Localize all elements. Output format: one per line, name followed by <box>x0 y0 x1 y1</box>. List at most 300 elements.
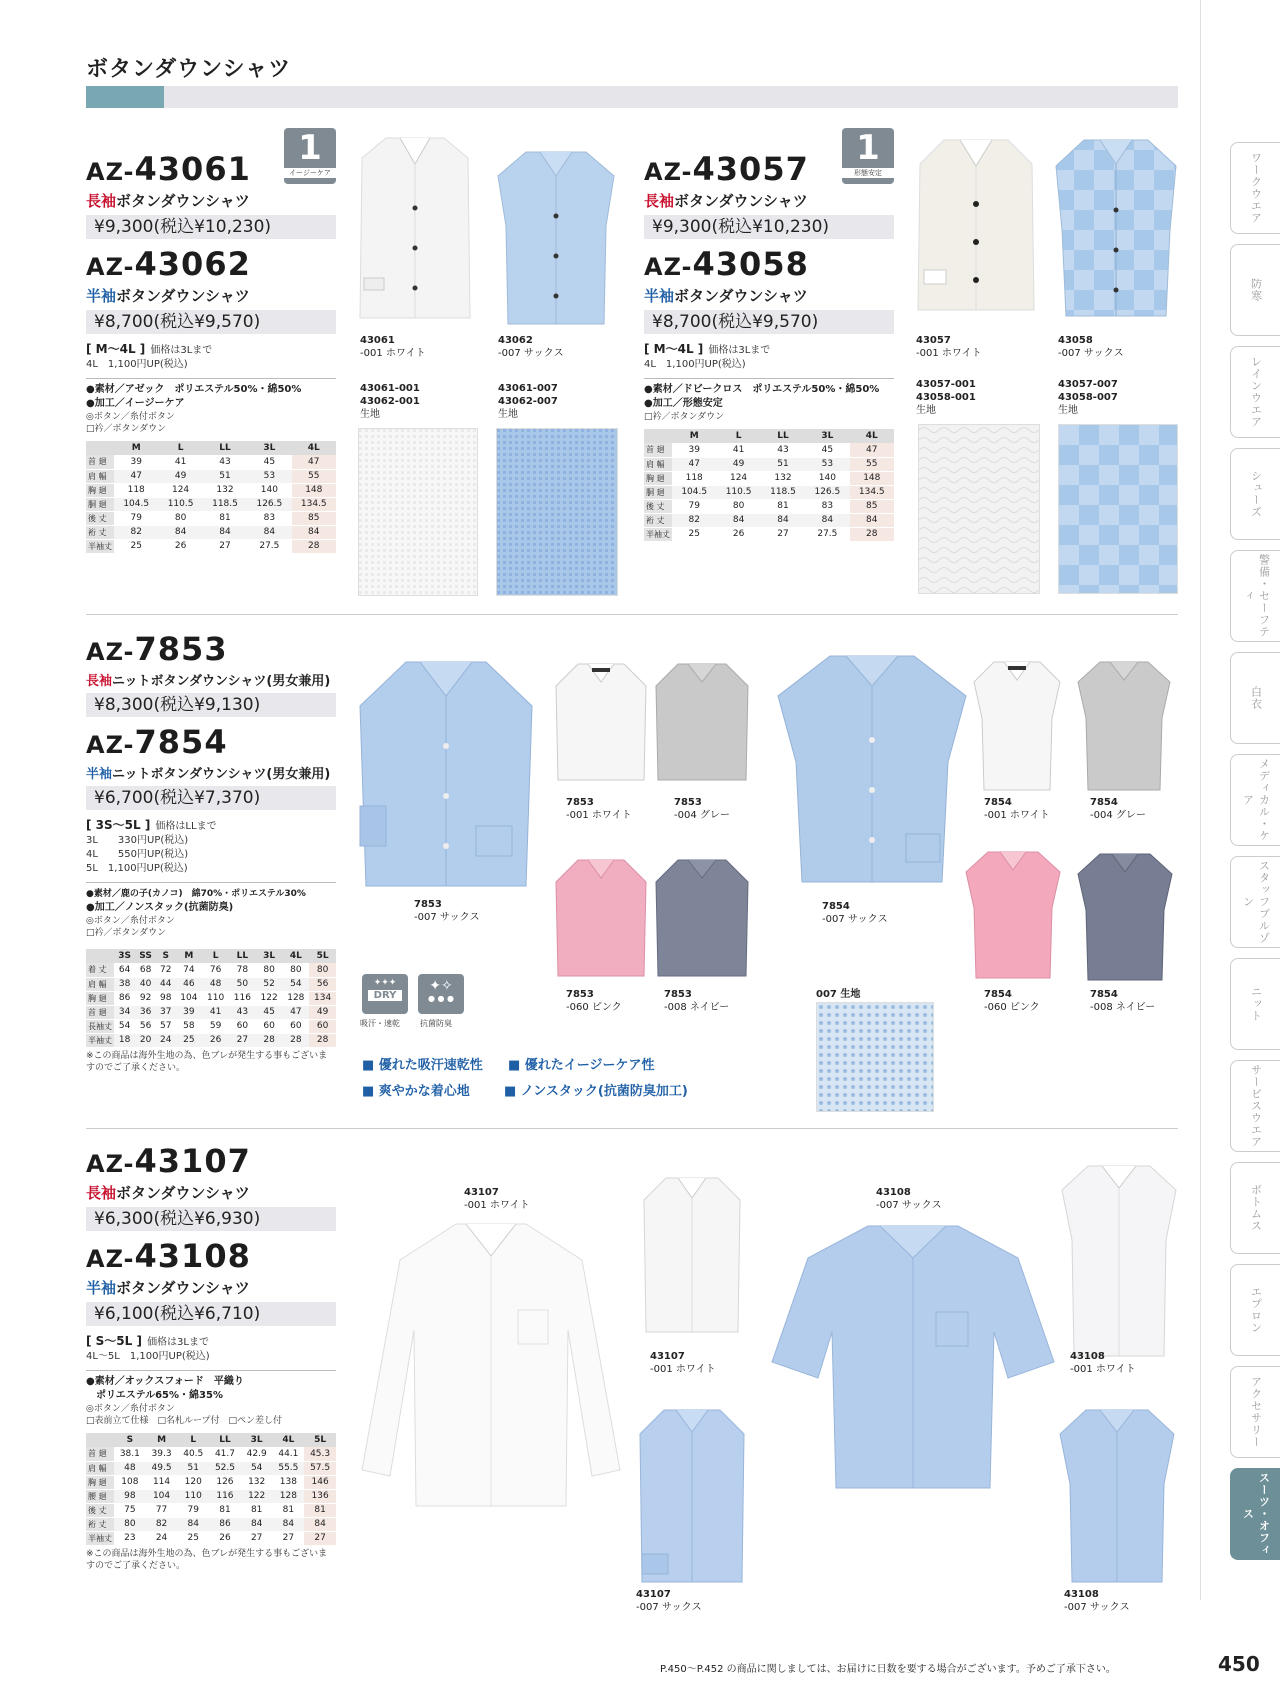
shirt-7854-004 <box>1076 658 1172 794</box>
size-cell: 23 <box>114 1531 146 1545</box>
size-cell: 54 <box>241 1461 273 1475</box>
fabric-swatch-7853-007 <box>816 1002 934 1112</box>
size-cell: 40 <box>135 977 156 991</box>
side-tab-accessory[interactable]: アクセサリー <box>1230 1366 1280 1458</box>
product-block-7853 <box>86 630 336 1074</box>
size-cell: 47 <box>292 455 336 469</box>
size-cell: 26 <box>716 527 760 541</box>
size-cell: 98 <box>114 1489 146 1503</box>
size-col-header: SS <box>135 949 156 963</box>
size-cell: 首 廻 <box>86 1005 114 1019</box>
size-cell: 104.5 <box>114 497 158 511</box>
caption-43107-007: 43107 -007 サックス <box>636 1589 702 1613</box>
caption-7853-060: 7853 -060 ピンク <box>566 989 622 1013</box>
size-col-header <box>86 441 114 455</box>
size-cell: 72 <box>156 963 176 977</box>
size-cell: 108 <box>114 1475 146 1489</box>
shirt-43061-001 <box>356 128 474 328</box>
size-cell: 後 丈 <box>86 511 114 525</box>
shirt-43108-007-model <box>768 1222 1058 1492</box>
size-cell: 120 <box>177 1475 209 1489</box>
size-cell: 裄 丈 <box>644 513 672 527</box>
subtitle-43107: 長袖ボタンダウンシャツ <box>86 1184 250 1202</box>
subtitle-43061: 長袖ボタンダウンシャツ <box>86 192 250 210</box>
dry-icon-label: 吸汗・速乾 <box>360 1019 400 1028</box>
fabric-swatch-43061-001 <box>358 428 478 596</box>
size-table-43061 <box>86 441 336 554</box>
caption-7853-007: 7853 -007 サックス <box>414 899 480 923</box>
size-cell: 132 <box>761 471 805 485</box>
size-col-header: S <box>156 949 176 963</box>
color-note: ※この商品は海外生地の為、色ブレが発生する事もございますのでご了承ください。 <box>86 1548 328 1571</box>
size-cell: 84 <box>241 1517 273 1531</box>
size-cell: 37 <box>156 1005 176 1019</box>
title-bar <box>86 86 1178 108</box>
product-block-43061 <box>86 150 336 554</box>
size-col-header: 3S <box>114 949 135 963</box>
size-cell: 43 <box>203 455 247 469</box>
size-cell: 79 <box>114 511 158 525</box>
size-col-header: M <box>114 441 158 455</box>
care-label: イージーケア <box>284 168 336 178</box>
size-cell: 47 <box>850 443 894 457</box>
size-cell: 41 <box>158 455 202 469</box>
size-cell: 60 <box>282 1019 309 1033</box>
size-cell: 85 <box>850 499 894 513</box>
size-cell: 27 <box>273 1531 305 1545</box>
size-cell: 85 <box>292 511 336 525</box>
shirt-7853-007 <box>356 656 536 896</box>
size-cell: 80 <box>716 499 760 513</box>
spec-material: ●素材／オックスフォード 平織り <box>86 1376 244 1387</box>
spec-material: ●素材／アゼック ポリエステル50%・綿50% <box>86 384 302 395</box>
size-cell: 104 <box>146 1489 178 1503</box>
table-row <box>86 1517 336 1531</box>
size-cell: 81 <box>203 511 247 525</box>
size-cell: 46 <box>176 977 203 991</box>
size-cell: 110.5 <box>716 485 760 499</box>
size-col-header <box>86 1433 114 1447</box>
size-cell: 84 <box>805 513 849 527</box>
table-row <box>86 1461 336 1475</box>
size-cell: 110 <box>202 991 229 1005</box>
size-cell: 80 <box>158 511 202 525</box>
spec-process: ●加工／形態安定 <box>644 398 723 409</box>
table-row <box>86 525 336 539</box>
size-note: 価格は3Lまで <box>708 345 771 356</box>
care-badge-stable <box>842 128 894 184</box>
table-row <box>644 485 894 499</box>
side-tab-rain[interactable]: レインウエア <box>1230 346 1280 438</box>
size-cell: 28 <box>292 539 336 553</box>
size-cell: 27.5 <box>247 539 291 553</box>
price-43057: ¥9,300(税込¥10,230) <box>644 215 894 239</box>
section-divider <box>86 1128 1178 1129</box>
size-cell: 肩 幅 <box>644 457 672 471</box>
size-cell: 45.3 <box>304 1447 336 1461</box>
size-cell: 26 <box>209 1531 241 1545</box>
spec-process: ●加工／イージーケア <box>86 398 185 409</box>
shirt-7854-007 <box>774 650 970 886</box>
side-tab-bottoms[interactable]: ボトムス <box>1230 1162 1280 1254</box>
size-cell: 28 <box>282 1033 309 1047</box>
size-cell: 116 <box>209 1489 241 1503</box>
size-cell: 80 <box>309 963 336 977</box>
size-cell: 半袖丈 <box>86 539 114 553</box>
size-cell: 半袖丈 <box>86 1531 114 1545</box>
size-cell: 27 <box>203 539 247 553</box>
shirt-7853-004 <box>654 660 750 784</box>
table-row <box>86 1005 336 1019</box>
table-row <box>86 511 336 525</box>
size-cell: 着 丈 <box>86 963 114 977</box>
table-row <box>86 1033 336 1047</box>
size-cell: 47 <box>114 469 158 483</box>
size-col-header: M <box>672 429 716 443</box>
size-col-header: 4L <box>282 949 309 963</box>
size-cell: 110 <box>177 1489 209 1503</box>
size-cell: 84 <box>304 1517 336 1531</box>
size-cell: 18 <box>114 1033 135 1047</box>
size-cell: 122 <box>241 1489 273 1503</box>
size-cell: 胴 廻 <box>86 497 114 511</box>
fabric-caption-white: 43061-001 43062-001 生地 <box>360 383 420 420</box>
size-col-header: 4L <box>292 441 336 455</box>
size-cell: 60 <box>309 1019 336 1033</box>
size-cell: 27 <box>304 1531 336 1545</box>
size-cell: 45 <box>256 1005 283 1019</box>
size-col-header: 3L <box>805 429 849 443</box>
subtitle-43108: 半袖ボタンダウンシャツ <box>86 1279 250 1297</box>
size-cell: 27.5 <box>805 527 849 541</box>
size-cell: 84 <box>761 513 805 527</box>
size-cell: 118 <box>114 483 158 497</box>
size-cell: 39 <box>114 455 158 469</box>
size-cell: 50 <box>229 977 256 991</box>
size-col-header <box>644 429 672 443</box>
size-cell: 122 <box>256 991 283 1005</box>
size-cell: 132 <box>203 483 247 497</box>
size-cell: 104.5 <box>672 485 716 499</box>
model-43108: AZ-43108 <box>86 1237 251 1275</box>
size-cell: 首 廻 <box>86 1447 114 1461</box>
shirt-7853-001 <box>554 660 648 784</box>
size-cell: 98 <box>156 991 176 1005</box>
size-cell: 51 <box>203 469 247 483</box>
table-row <box>86 497 336 511</box>
size-cell: 140 <box>247 483 291 497</box>
size-col-header: 5L <box>309 949 336 963</box>
side-tab-medical[interactable]: メディカル・ケア <box>1230 754 1280 846</box>
size-cell: 24 <box>146 1531 178 1545</box>
table-row <box>86 1447 336 1461</box>
dry-icon: ✦✦✦ DRY <box>362 974 408 1014</box>
size-cell: 146 <box>304 1475 336 1489</box>
subtitle-43058: 半袖ボタンダウンシャツ <box>644 287 808 305</box>
size-col-header: 3L <box>256 949 283 963</box>
caption-43061-001: 43061 -001 ホワイト <box>360 335 426 359</box>
size-col-header: 4L <box>273 1433 305 1447</box>
size-col-header: LL <box>229 949 256 963</box>
size-cell: 116 <box>229 991 256 1005</box>
subtitle-7854: 半袖ニットボタンダウンシャツ(男女兼用) <box>86 767 331 782</box>
table-row <box>86 1019 336 1033</box>
size-cell: 24 <box>156 1033 176 1047</box>
size-col-header: LL <box>761 429 805 443</box>
antibacterial-icon: ✦✧ ● ● ● <box>418 974 464 1014</box>
shirt-7853-008 <box>654 856 750 980</box>
price-43062: ¥8,700(税込¥9,570) <box>86 310 336 334</box>
shirt-7854-001 <box>972 658 1062 794</box>
size-cell: 34 <box>114 1005 135 1019</box>
spec-process: ●加工／ノンスタック(抗菌防臭) <box>86 902 234 913</box>
size-cell: 27 <box>761 527 805 541</box>
size-col-header: 3L <box>241 1433 273 1447</box>
size-cell: 80 <box>282 963 309 977</box>
size-col-header: L <box>177 1433 209 1447</box>
color-note: ※この商品は海外生地の為、色ブレが発生する事もございますのでご了承ください。 <box>86 1050 328 1073</box>
size-note: 価格は3Lまで <box>150 345 213 356</box>
shirt-43107-007-folded <box>636 1404 748 1586</box>
size-cell: 51 <box>177 1461 209 1475</box>
feature-4: ■ ノンスタック(抗菌防臭加工) <box>504 1084 688 1099</box>
size-cell: 57 <box>156 1019 176 1033</box>
size-range: [ M～4L ] <box>644 342 704 356</box>
size-cell: 83 <box>247 511 291 525</box>
size-cell: 124 <box>158 483 202 497</box>
size-cell: 81 <box>209 1503 241 1517</box>
section-divider <box>86 614 1178 615</box>
shirt-43108-007-folded <box>1058 1404 1176 1586</box>
size-cell: 81 <box>273 1503 305 1517</box>
size-cell: 104 <box>176 991 203 1005</box>
model-43057: AZ-43057 <box>644 150 809 188</box>
size-range: [ M～4L ] <box>86 342 146 356</box>
size-cell: 84 <box>716 513 760 527</box>
size-cell: 52 <box>256 977 283 991</box>
size-col-header: L <box>202 949 229 963</box>
shirt-43058-007 <box>1054 130 1178 326</box>
size-col-header: M <box>176 949 203 963</box>
size-cell: 148 <box>292 483 336 497</box>
size-cell: 118.5 <box>761 485 805 499</box>
price-7854: ¥6,700(税込¥7,370) <box>86 786 336 810</box>
size-cell: 45 <box>805 443 849 457</box>
shirt-43107-001-model <box>360 1220 622 1510</box>
size-cell: 92 <box>135 991 156 1005</box>
caption-43057-001: 43057 -001 ホワイト <box>916 335 982 359</box>
title-accent <box>86 86 164 108</box>
size-cell: 80 <box>114 1517 146 1531</box>
size-cell: 39.3 <box>146 1447 178 1461</box>
size-table-43057 <box>644 429 894 542</box>
size-cell: 27 <box>241 1531 273 1545</box>
size-cell: 118 <box>672 471 716 485</box>
extra-price-4l: 4L 550円UP(税込) <box>86 849 189 860</box>
size-cell: 44 <box>156 977 176 991</box>
table-row <box>86 1489 336 1503</box>
size-cell: 半袖丈 <box>644 527 672 541</box>
size-cell: 後 丈 <box>86 1503 114 1517</box>
size-cell: 81 <box>761 499 805 513</box>
product-block-43107 <box>86 1142 336 1572</box>
size-col-header <box>86 949 114 963</box>
size-table-43107 <box>86 1433 336 1546</box>
size-cell: 53 <box>805 457 849 471</box>
size-cell: 81 <box>241 1503 273 1517</box>
size-cell: 47 <box>282 1005 309 1019</box>
subtitle-43062: 半袖ボタンダウンシャツ <box>86 287 250 305</box>
size-cell: 肩 幅 <box>86 1461 114 1475</box>
size-cell: 後 丈 <box>644 499 672 513</box>
size-cell: 49 <box>309 1005 336 1019</box>
side-tab-shoes[interactable]: シューズ <box>1230 448 1280 540</box>
shirt-7854-008 <box>1076 850 1174 984</box>
size-cell: 20 <box>135 1033 156 1047</box>
size-cell: 首 廻 <box>644 443 672 457</box>
size-cell: 126.5 <box>247 497 291 511</box>
model-43107: AZ-43107 <box>86 1142 251 1180</box>
size-cell: 55 <box>292 469 336 483</box>
size-cell: 43 <box>761 443 805 457</box>
size-cell: 39 <box>176 1005 203 1019</box>
size-cell: 128 <box>282 991 309 1005</box>
size-cell: 134.5 <box>850 485 894 499</box>
size-col-header: M <box>146 1433 178 1447</box>
size-cell: 55 <box>850 457 894 471</box>
size-cell: 110.5 <box>158 497 202 511</box>
table-row <box>86 483 336 497</box>
size-cell: 54 <box>282 977 309 991</box>
size-cell: 84 <box>273 1517 305 1531</box>
size-cell: 60 <box>256 1019 283 1033</box>
shirt-43108-001-folded <box>1060 1160 1178 1360</box>
size-cell: 128 <box>273 1489 305 1503</box>
size-cell: 26 <box>202 1033 229 1047</box>
size-cell: 胸 廻 <box>86 1475 114 1489</box>
size-cell: 49.5 <box>146 1461 178 1475</box>
fabric-swatch-43057-001 <box>918 424 1040 594</box>
caption-7854-008: 7854 -008 ネイビー <box>1090 989 1156 1013</box>
table-row <box>86 469 336 483</box>
caption-7853-008: 7853 -008 ネイビー <box>664 989 730 1013</box>
extra-price-3l: 3L 330円UP(税込) <box>86 835 189 846</box>
size-cell: 77 <box>146 1503 178 1517</box>
size-cell: 半袖丈 <box>86 1033 114 1047</box>
side-tab-safety[interactable]: 警備・セーフティ <box>1230 550 1280 642</box>
size-range: [ S～5L ] <box>86 1334 142 1348</box>
side-tab-service[interactable]: サービスウエア <box>1230 1060 1280 1152</box>
side-tab-knit[interactable]: ニット <box>1230 958 1280 1050</box>
side-tab-workwear[interactable]: ワークウエア <box>1230 142 1280 234</box>
size-cell: 48 <box>114 1461 146 1475</box>
size-cell: 75 <box>114 1503 146 1517</box>
spec-material: ●素材／ドビークロス ポリエステル50%・綿50% <box>644 384 880 395</box>
size-cell: 胸 廻 <box>644 471 672 485</box>
size-cell: 80 <box>256 963 283 977</box>
model-7854: AZ-7854 <box>86 723 228 761</box>
table-row <box>644 443 894 457</box>
size-cell: 78 <box>229 963 256 977</box>
size-cell: 79 <box>177 1503 209 1517</box>
size-cell: 42.9 <box>241 1447 273 1461</box>
caption-7854-060: 7854 -060 ピンク <box>984 989 1040 1013</box>
size-cell: 48 <box>202 977 229 991</box>
size-cell: 裄 丈 <box>86 525 114 539</box>
option-button: ◎ボタン／糸付ボタン <box>86 1404 175 1414</box>
size-cell: 114 <box>146 1475 178 1489</box>
side-tab-staff[interactable]: スタッフブルゾン <box>1230 856 1280 948</box>
caption-7854-007: 7854 -007 サックス <box>822 901 888 925</box>
side-tab-suits[interactable]: スーツ・オフィス <box>1230 1468 1280 1560</box>
size-cell: 腰 廻 <box>86 1489 114 1503</box>
extra-price: 4L 1,100円UP(税込) <box>86 359 188 370</box>
caption-43108-001: 43108 -001 ホワイト <box>1070 1351 1136 1375</box>
size-cell: 胸 廻 <box>86 483 114 497</box>
size-cell: 25 <box>672 527 716 541</box>
size-cell: 82 <box>672 513 716 527</box>
side-tab-apron[interactable]: エプロン <box>1230 1264 1280 1356</box>
option-collar: □衿／ボタンダウン <box>86 928 167 938</box>
size-cell: 40.5 <box>177 1447 209 1461</box>
size-cell: 148 <box>850 471 894 485</box>
size-cell: 68 <box>135 963 156 977</box>
extra-price-5l: 5L 1,100円UP(税込) <box>86 863 188 874</box>
size-cell: 86 <box>209 1517 241 1531</box>
caption-43107-001-main: 43107 -001 ホワイト <box>464 1187 530 1211</box>
size-cell: 136 <box>304 1489 336 1503</box>
size-cell: 84 <box>203 525 247 539</box>
size-col-header: 3L <box>247 441 291 455</box>
shirt-43107-001-folded <box>640 1172 744 1336</box>
shirt-7854-060 <box>964 848 1062 982</box>
size-cell: 52.5 <box>209 1461 241 1475</box>
subtitle-7853: 長袖ニットボタンダウンシャツ(男女兼用) <box>86 674 331 689</box>
size-cell: 38 <box>114 977 135 991</box>
size-cell: 38.1 <box>114 1447 146 1461</box>
care-one-icon: 1 <box>298 128 322 168</box>
size-cell: 胸 廻 <box>86 991 114 1005</box>
size-cell: 53 <box>247 469 291 483</box>
table-row <box>86 455 336 469</box>
caption-7854-001: 7854 -001 ホワイト <box>984 797 1050 821</box>
shirt-7853-060 <box>554 856 648 980</box>
size-cell: 28 <box>850 527 894 541</box>
price-43061: ¥9,300(税込¥10,230) <box>86 215 336 239</box>
size-cell: 82 <box>114 525 158 539</box>
size-cell: 27 <box>229 1033 256 1047</box>
size-cell: 74 <box>176 963 203 977</box>
side-tab-whitecoat[interactable]: 白衣 <box>1230 652 1280 744</box>
table-row <box>86 963 336 977</box>
price-7853: ¥8,300(税込¥9,130) <box>86 693 336 717</box>
footer-note: P.450～P.452 の商品に関しましては、お届けに日数を要する場合がございます。予めご了承下さい。 <box>660 1664 1116 1675</box>
size-cell: 83 <box>805 499 849 513</box>
feature-1: ■ 優れた吸汗速乾性 <box>362 1058 483 1073</box>
fabric-label-007: 007 生地 <box>816 989 861 1000</box>
table-row <box>86 1531 336 1545</box>
size-col-header: S <box>114 1433 146 1447</box>
fabric-swatch-43057-007 <box>1058 424 1178 594</box>
option-features: □表前立て仕様 □名札ループ付 □ペン差し付 <box>86 1416 283 1426</box>
table-row <box>86 977 336 991</box>
option-button: ◎ボタン／糸付ボタン <box>86 412 175 422</box>
size-cell: 56 <box>135 1019 156 1033</box>
size-cell: 126.5 <box>805 485 849 499</box>
size-cell: 肩 幅 <box>86 977 114 991</box>
side-tab-cold[interactable]: 防寒 <box>1230 244 1280 336</box>
extra-price: 4L～5L 1,100円UP(税込) <box>86 1351 210 1362</box>
